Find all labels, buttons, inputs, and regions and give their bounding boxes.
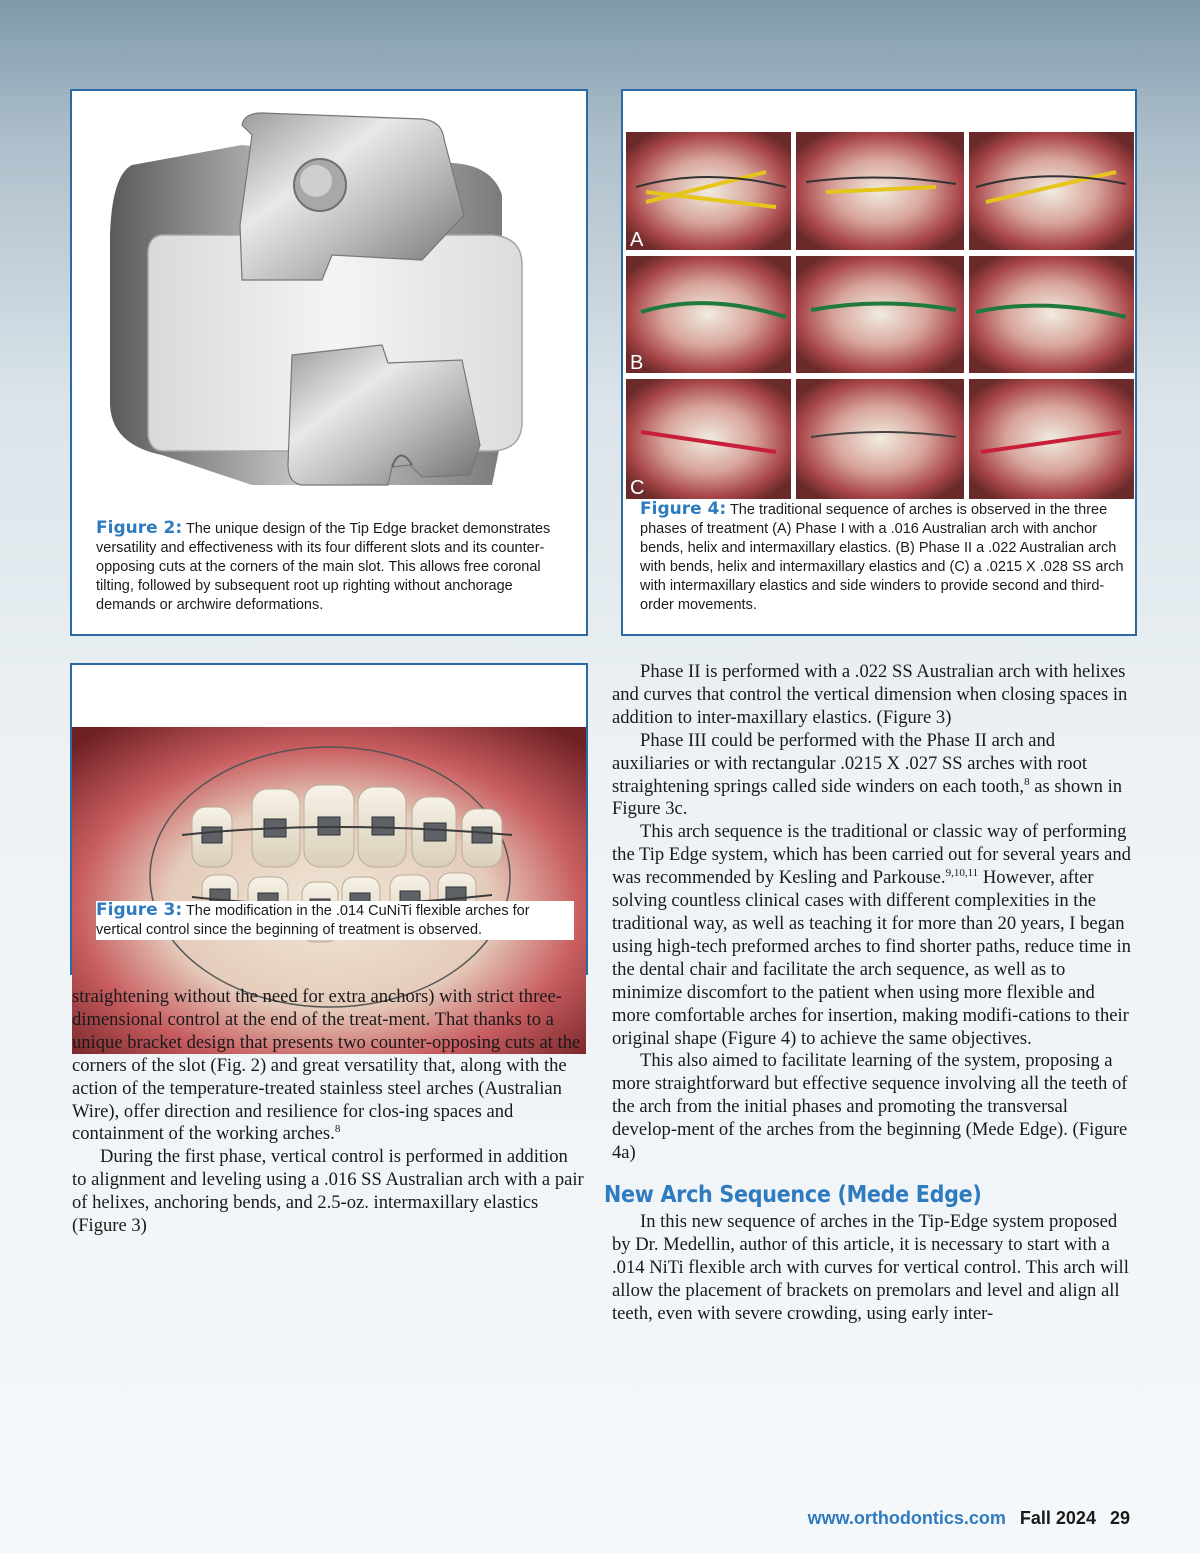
figure-3-frame [70, 663, 588, 975]
footer-url[interactable]: www.orthodontics.com [807, 1508, 1006, 1528]
right-paragraph-3-text-a: This arch sequence is the traditional or classic way of performing the Tip Edge system, which has been carried out for several years and was recommended by Kesling and Parkouse. [612, 821, 1131, 889]
right-column-text [604, 661, 1132, 1325]
fig4-row-b [626, 256, 1134, 373]
right-paragraph-3 [612, 821, 1132, 1050]
figure-4-clinical-photo-grid [626, 132, 1134, 499]
fig4-panel-letter-c: C [630, 477, 645, 499]
figure-2-caption-text: The unique design of the Tip Edge bracket demonstrates versatility and effectiveness with its four different slots and its counter-opposing cuts at the corners of the main slot. This allows free coronal tilting, followed by subsequent root up righting without anchorage demands or archwire deformations. [96, 521, 551, 613]
figure-4-caption-text: The traditional sequence of arches is observed in the three phases of treatment (A) Phase I with a .016 Australian arch with anchor bends, helix and intermaxillary elastics. (B) Phase II a .022 Australian arch with bends, helix and intermaxillary elastics and (C) a .0215 X .028 SS arch with intermaxillary elastics and side winders to provide second and third-order movements. [640, 502, 1124, 613]
figure-4-box [621, 89, 1137, 636]
right-paragraph-2-text-b: as shown in Figure 3c. [612, 775, 1123, 820]
citation-superscript: 8 [334, 1123, 341, 1136]
page-footer [808, 1508, 1130, 1529]
figure-2-caption [96, 519, 571, 615]
fig4-row-a [626, 132, 1134, 250]
right-paragraph-2 [612, 730, 1132, 822]
right-paragraph-3-text-b: However, after solving countless clinical cases with different complexities in the traditional way, as well as teaching it for more than 20 years, I began using high-tech preformed arches to find shorter paths, reduce time in the dental chair and facilitate the arch sequence, as well as to minimize discomfort to the patient when using more flexible and more comfortable arches for insertion, making modifi-cations to their original shape (Figure 4) to achieve the same objectives. [612, 867, 1131, 1049]
right-paragraph-2-text-a: Phase III could be performed with the Phase II arch and auxiliaries or with rectangular .0215 X .027 SS arches with root straightening springs called side winders on each tooth, [612, 729, 1088, 797]
footer-issue: Fall 2024 [1019, 1508, 1096, 1528]
figure-3-caption-text: The modification in the .014 CuNiTi flexible arches for vertical control since the beginning of treatment is observed. [96, 903, 530, 938]
right-paragraph-5: In this new sequence of arches in the Tip-Edge system proposed by Dr. Medellin, author of this article, it is necessary to start with a .014 NiTi flexible arch with curves for vertical control. This arch will allow the placement of brackets on premolars and level and align all teeth, even with severe crowding, using early inter- [612, 1210, 1129, 1324]
figure-4-label: Figure 4: [640, 499, 727, 519]
citation-superscript: 8 [1024, 775, 1030, 788]
figure-3-label: Figure 3: [96, 900, 183, 920]
left-paragraph-1 [72, 986, 584, 1146]
section-heading: New Arch Sequence (Mede Edge) [604, 1181, 982, 1208]
figure-2-label: Figure 2: [96, 518, 183, 538]
figure-2-bracket-image [92, 105, 568, 513]
left-column-text [72, 986, 584, 1238]
figure-2-box [70, 89, 588, 636]
left-paragraph-1-text: straightening without the need for extra anchors) with strict three-dimensional control at the end of the treat-ment. That thanks to a unique bracket design that presents two counter-opposing cuts at the corners of the slot (Fig. 2) and great versatility that, along with the action of the temperature-treated stainless steel arches (Australian Wire), offer direction and resilience for clos-ing spaces and containment of the working arches. [72, 986, 581, 1145]
right-paragraph-4: This also aimed to facilitate learning of the system, proposing a more straightforward but effective sequence involving all the teeth of the arch from the initial phases and promoting the transversal develop-ment of the arches from the beginning (Mede Edge). (Figure 4a) [612, 1050, 1128, 1164]
left-paragraph-2: During the first phase, vertical control is performed in addition to alignment and leveling using a .016 SS Australian arch with a pair of helixes, anchoring bends, and 2.5-oz. intermaxillary elastics (Figure 3) [72, 1146, 584, 1237]
figure-3-caption [96, 901, 574, 940]
fig4-panel-letter-b: B [630, 352, 644, 374]
figure-4-caption [640, 500, 1126, 615]
fig4-panel-letter-a: A [630, 229, 644, 251]
citation-superscript: 9,10,11 [945, 866, 979, 879]
right-paragraph-1: Phase II is performed with a .022 SS Australian arch with helixes and curves that control the vertical dimension when closing spaces in addition to inter-maxillary elastics. (Figure 3) [612, 661, 1128, 728]
page-number: 29 [1109, 1508, 1130, 1528]
fig4-row-c [626, 379, 1134, 499]
